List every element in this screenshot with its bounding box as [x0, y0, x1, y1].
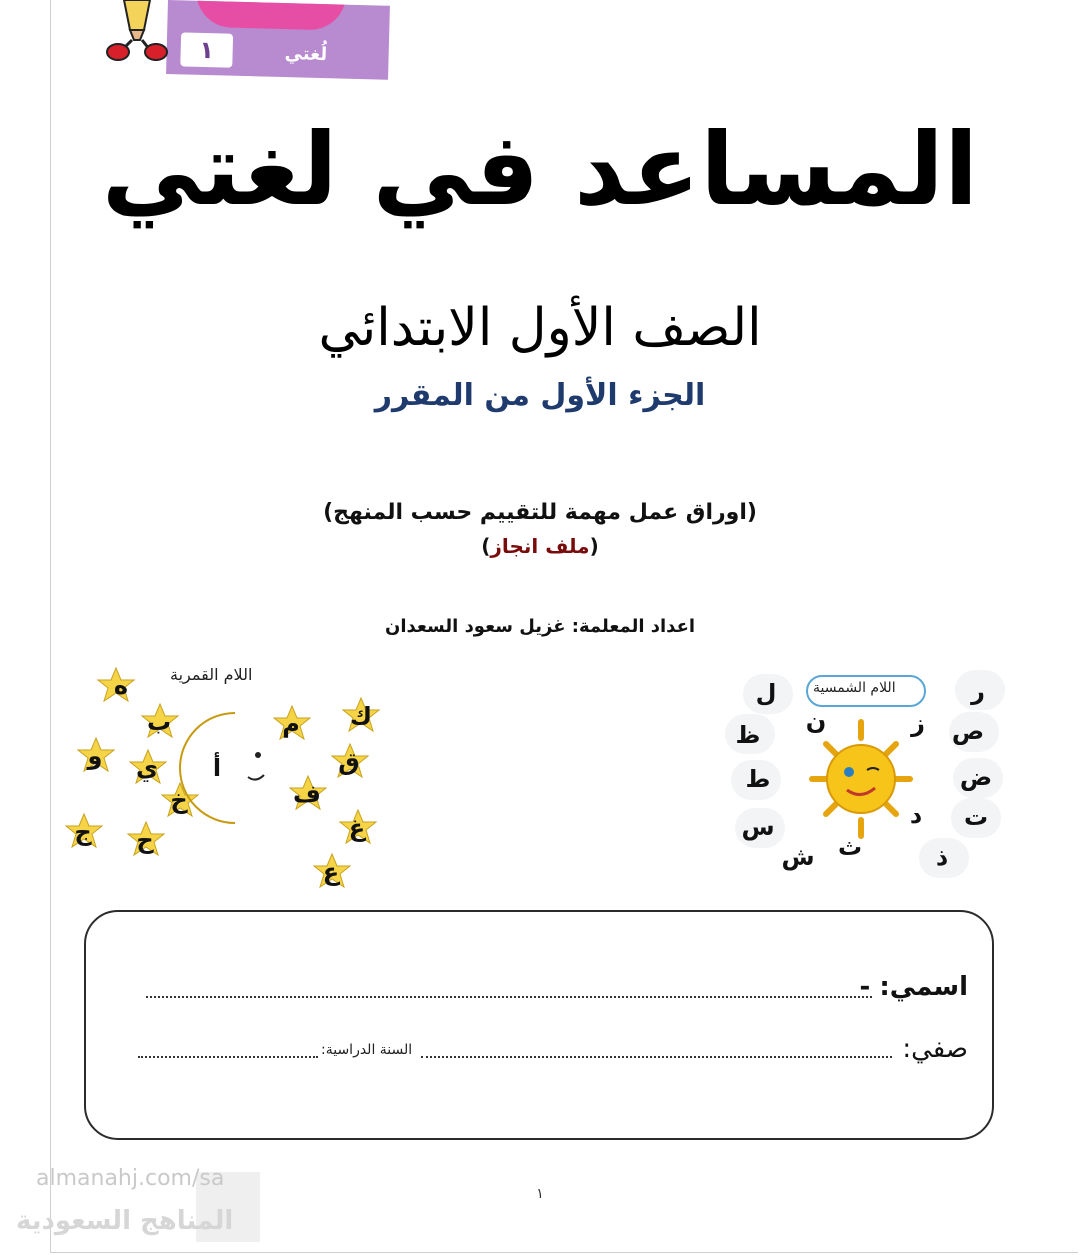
class-field[interactable]	[421, 1056, 892, 1058]
sun-letter: د	[909, 801, 923, 829]
moon-letter: م	[282, 710, 300, 738]
book-cover-image	[166, 0, 390, 80]
moon-letter: ك	[350, 702, 372, 730]
book-cover-pink-shape	[195, 0, 347, 31]
sun-letter: ذ	[935, 843, 949, 871]
school-year-field[interactable]	[138, 1056, 318, 1058]
moon-letter: خ	[170, 786, 188, 814]
sun-letter: ص	[951, 717, 985, 745]
sun-letter: ث	[837, 833, 863, 861]
portfolio-text: ملف انجاز	[490, 534, 590, 558]
moon-letters-label: اللام القمرية	[170, 665, 253, 684]
worksheets-subtitle: (اوراق عمل مهمة للتقييم حسب المنهج)	[323, 500, 757, 525]
part-heading: الجزء الأول من المقرر	[374, 378, 706, 413]
sun-letter: س	[741, 813, 775, 841]
moon-letter: ب	[146, 708, 172, 736]
teacher-credit: اعداد المعلمة: غزيل سعود السعدان	[384, 616, 696, 637]
sun-letter: ن	[805, 707, 827, 735]
student-info-box	[84, 910, 994, 1140]
book-cover-title: لُغتي	[284, 43, 328, 66]
moon-letter: ح	[136, 826, 154, 854]
sun-letters-illustration	[715, 660, 1015, 890]
portfolio-open-paren: (	[589, 534, 599, 558]
moon-letter: ج	[74, 818, 92, 846]
moon-letter: أ	[212, 754, 222, 782]
pencil-mascot-icon	[104, 0, 170, 62]
moon-letter: ف	[293, 780, 321, 808]
moon-letter: ه	[113, 672, 129, 700]
moon-letter: ي	[136, 754, 158, 782]
book-volume-badge: ١	[180, 32, 233, 67]
page-number: ١	[536, 1186, 544, 1202]
name-field[interactable]	[146, 996, 872, 998]
sun-letter: ل	[755, 679, 777, 707]
name-label: اسمي: -	[859, 972, 968, 1002]
sun-letter: ض	[959, 763, 993, 791]
moon-letters-illustration	[60, 655, 400, 895]
sun-letter: ر	[971, 677, 985, 705]
moon-letter: و	[87, 742, 103, 770]
moon-letter: غ	[348, 814, 366, 842]
page-title: المساعد في لغتي	[101, 111, 979, 228]
sun-letter: ظ	[735, 721, 761, 749]
class-label: صفي:	[902, 1034, 968, 1064]
sun-letter: ط	[745, 765, 771, 793]
portfolio-close-paren: )	[481, 534, 491, 558]
moon-letter: ع	[322, 858, 340, 886]
sun-letter: ز	[911, 709, 925, 737]
grade-heading: الصف الأول الابتدائي	[318, 298, 762, 358]
portfolio-subtitle	[390, 534, 690, 558]
sun-letters-label: اللام الشمسية	[813, 680, 896, 696]
moon-letter: ق	[338, 748, 360, 776]
sun-letter: ش	[781, 843, 815, 871]
watermark-site-name: المناهج السعودية	[16, 1206, 234, 1236]
sun-letter: ت	[963, 803, 989, 831]
watermark-url: almanahj.com/sa	[36, 1166, 225, 1191]
school-year-label: السنة الدراسية:	[321, 1042, 413, 1058]
